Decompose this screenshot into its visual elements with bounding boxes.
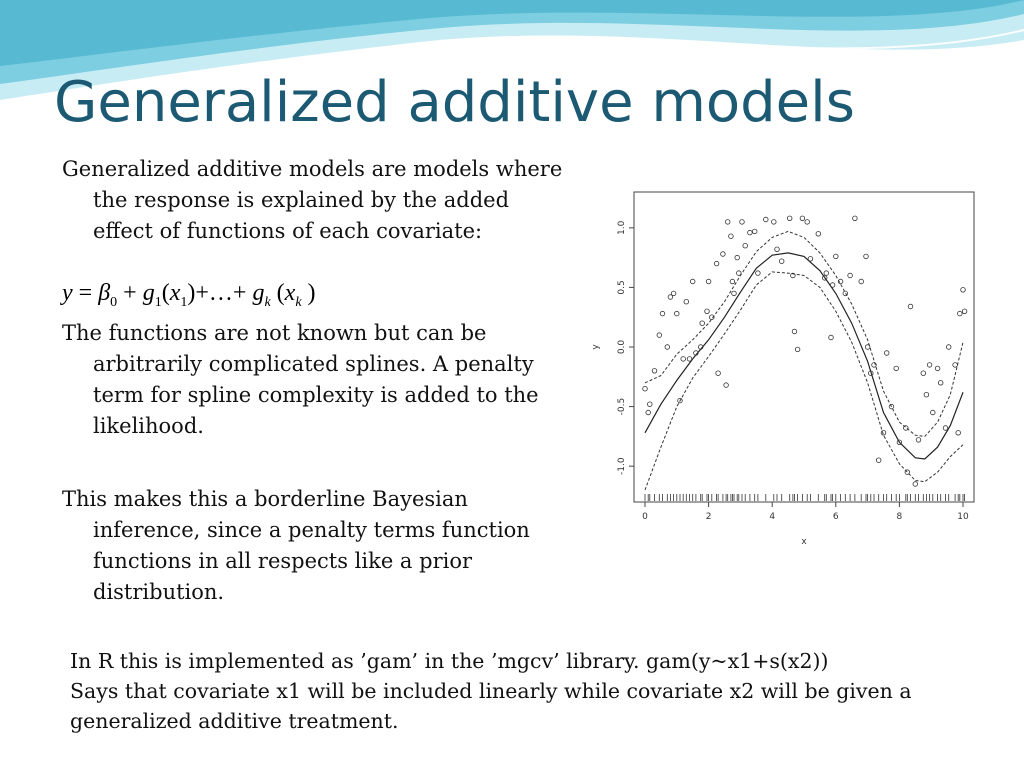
data-point-8 xyxy=(671,291,676,296)
data-point-77 xyxy=(935,366,940,371)
data-point-38 xyxy=(775,247,780,252)
data-point-59 xyxy=(865,345,870,350)
x-tick-label-3: 6 xyxy=(832,512,839,522)
data-point-32 xyxy=(743,243,748,248)
data-point-14 xyxy=(690,279,695,284)
paragraph-bayesian: This makes this a borderline Bayesian inference, since a penalty terms function functions in all respects like a prior distribution. xyxy=(62,487,530,604)
data-point-35 xyxy=(756,271,761,276)
data-point-79 xyxy=(943,426,948,431)
x-tick-label-0: 0 xyxy=(642,512,648,522)
x-tick-label-4: 8 xyxy=(896,512,903,522)
data-point-18 xyxy=(705,309,710,314)
data-point-46 xyxy=(808,257,813,262)
data-point-3 xyxy=(652,369,657,374)
y-tick-label-2: 0.0 xyxy=(617,339,627,355)
data-point-5 xyxy=(660,311,665,316)
data-point-55 xyxy=(848,273,853,278)
data-point-75 xyxy=(927,363,932,368)
data-point-27 xyxy=(730,279,735,284)
y-axis-label: y xyxy=(591,344,601,350)
data-point-82 xyxy=(956,431,961,436)
data-point-70 xyxy=(908,304,913,309)
data-point-58 xyxy=(864,254,869,259)
data-point-72 xyxy=(916,438,921,443)
bottom-line-1: In R this is implemented as ’gam’ in the ’mgcv’ library. gam(y~x1+s(x2)) xyxy=(70,649,829,673)
plot-svg xyxy=(584,146,1002,566)
y-tick-label-3: 0.5 xyxy=(617,280,627,295)
data-point-52 xyxy=(834,254,839,259)
data-point-74 xyxy=(924,392,929,397)
data-point-49 xyxy=(824,271,829,276)
data-point-0 xyxy=(643,386,648,391)
data-point-45 xyxy=(805,220,810,225)
y-tick-label-1: -0.5 xyxy=(617,397,627,416)
data-point-29 xyxy=(735,255,740,260)
data-point-84 xyxy=(961,288,966,293)
data-point-73 xyxy=(921,371,926,376)
data-point-47 xyxy=(816,232,821,237)
data-point-62 xyxy=(876,458,881,463)
data-point-40 xyxy=(787,216,792,221)
data-point-80 xyxy=(946,345,951,350)
data-point-83 xyxy=(958,311,963,316)
data-point-39 xyxy=(779,259,784,264)
data-point-64 xyxy=(884,351,889,356)
data-point-28 xyxy=(732,291,737,296)
data-point-71 xyxy=(913,482,918,487)
data-point-37 xyxy=(772,220,777,225)
data-point-36 xyxy=(764,217,769,222)
data-point-33 xyxy=(748,230,753,235)
data-point-50 xyxy=(829,335,834,340)
data-point-30 xyxy=(737,271,742,276)
data-point-69 xyxy=(905,470,910,475)
data-point-26 xyxy=(729,234,734,239)
data-point-9 xyxy=(675,311,680,316)
data-point-4 xyxy=(657,333,662,338)
data-point-56 xyxy=(853,216,858,221)
data-point-66 xyxy=(894,366,899,371)
gam-equation: $y = \beta_0$ + $g_1(x_1)+\dots+ g_k$ ($x_k$ ) xyxy=(62,280,316,310)
data-point-85 xyxy=(962,309,967,314)
y-tick-label-4: 1.0 xyxy=(617,220,627,235)
x-tick-label-2: 4 xyxy=(769,512,776,522)
data-point-68 xyxy=(904,426,909,431)
data-point-57 xyxy=(859,279,864,284)
data-point-19 xyxy=(706,279,711,284)
data-point-44 xyxy=(800,216,805,221)
bottom-line-3: generalized additive treatment. xyxy=(70,709,399,733)
data-point-17 xyxy=(700,321,705,326)
gam-fit-plot xyxy=(584,146,1002,566)
data-point-25 xyxy=(725,220,730,225)
data-point-51 xyxy=(830,283,835,288)
bottom-line-2: Says that covariate x1 will be included linearly while covariate x2 will be given a xyxy=(70,679,912,703)
x-tick-label-5: 10 xyxy=(957,512,969,522)
data-point-1 xyxy=(646,410,651,415)
data-point-2 xyxy=(648,402,653,407)
data-point-76 xyxy=(931,410,936,415)
paragraph-splines: The functions are not known but can be arbitrarily complicated splines. A penalty term for spline complexity is added to the likelihood. xyxy=(62,321,539,438)
data-point-12 xyxy=(684,299,689,304)
paragraph-definition: Generalized additive models are models where the response is explained by the added effect of functions of each covariate: xyxy=(62,157,563,243)
data-point-43 xyxy=(795,347,800,352)
data-point-42 xyxy=(792,329,797,334)
data-point-23 xyxy=(721,252,726,257)
y-tick-label-0: -1.0 xyxy=(617,457,627,475)
data-point-34 xyxy=(752,229,757,234)
data-point-81 xyxy=(953,363,958,368)
x-axis-label: x xyxy=(801,537,807,547)
data-point-21 xyxy=(714,261,719,266)
data-point-78 xyxy=(938,381,943,386)
data-point-31 xyxy=(740,220,745,225)
upper-ci-line xyxy=(645,231,963,436)
data-point-24 xyxy=(724,383,729,388)
r-implementation-note xyxy=(70,646,990,736)
slide-title: Generalized additive models xyxy=(54,70,855,135)
data-point-13 xyxy=(687,357,692,362)
data-point-11 xyxy=(681,357,686,362)
x-tick-label-1: 2 xyxy=(705,512,712,522)
data-point-6 xyxy=(665,345,670,350)
data-point-63 xyxy=(881,431,886,436)
data-point-22 xyxy=(716,371,721,376)
